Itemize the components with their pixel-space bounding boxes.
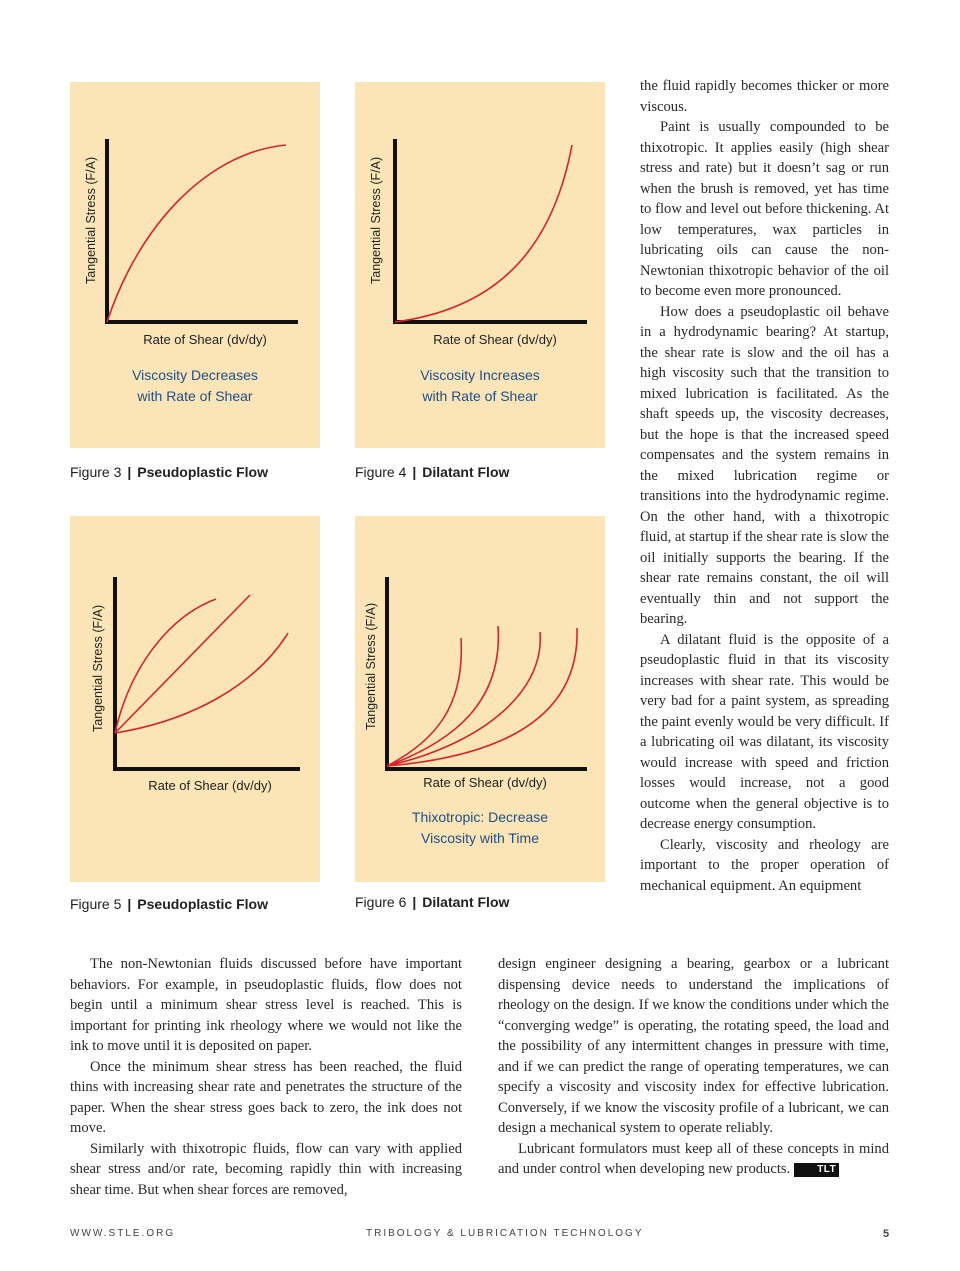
footer-website: WWW.STLE.ORG [70,1228,176,1239]
x-axis-label: Rate of Shear (dv/dy) [148,778,272,793]
caption-number: Figure 6 [355,894,407,910]
pseudoplastic-curve [107,145,286,322]
figure-6-panel [355,516,605,882]
figure-5-plot [70,516,320,882]
paragraph: Lubricant formulators must keep all of these concepts in mind and under control when developing new products. [498,1140,889,1177]
figure-5-panel [70,516,320,882]
y-axis-label: Tangential Stress (F/A) [84,156,98,284]
caption-title: Pseudoplastic Flow [137,464,268,480]
paragraph-with-end-mark [498,1139,889,1180]
paragraph: A dilatant fluid is the opposite of a pseudoplastic fluid in that its viscosity increases with shear rate. This would be very bad for a paint system, as spreading the paint evenly would be very difficult. If a lubricating oil was dilatant, its viscosity would increase with speed and friction losses would increase, not a good outcome when the general objective is to decrease energy consumption. [640,631,889,832]
paragraph: Clearly, viscosity and rheology are important to the proper operation of mechanical equipment. An equipment [640,836,889,894]
y-axis-label: Tangential Stress (F/A) [364,602,378,730]
right-column-text [640,76,889,896]
x-axis-label: Rate of Shear (dv/dy) [423,775,547,790]
dilatant-curve [395,145,572,322]
paragraph: the fluid rapidly becomes thicker or more viscous. [640,78,889,115]
thixotropic-curve-1 [387,638,461,766]
tlt-end-mark: TLT [794,1163,839,1177]
paragraph: How does a pseudoplastic oil behave in a hydrodynamic bearing? At startup, the shear rate is slow and the oil has a high viscosity such that the transition to mixed lubrication is facilitated. As the shaft speeds up, the viscosity decreases, but the hope is that the increased speed compensates and the system remains in the mixed lubrication regime or transitions into the hydrodynamic regime. On the other hand, with a thixotropic fluid, at startup if the shear rate is slow the oil initially supports the bearing. If the shear rate remains constant, the oil will eventually thin and not support the bearing. [640,303,889,627]
thixotropic-curve-3 [387,632,540,766]
caption-title: Dilatant Flow [422,894,510,910]
panel-title-line1: Viscosity Increases [420,367,540,383]
dilatant-curve [115,633,288,733]
figure-3-caption: Figure 3 | Pseudoplastic Flow [70,464,268,480]
left-bottom-column-text [70,954,462,1200]
caption-number: Figure 5 [70,896,122,912]
caption-title: Dilatant Flow [422,464,510,480]
pseudoplastic-curve [115,599,216,733]
panel-title-line2: with Rate of Shear [137,388,253,404]
figure-6-caption: Figure 6 | Dilatant Flow [355,894,510,910]
newtonian-line [115,595,250,733]
x-axis-label: Rate of Shear (dv/dy) [143,332,267,347]
page-number: 5 [883,1228,890,1240]
y-axis-label: Tangential Stress (F/A) [91,604,105,732]
panel-title-line2: Viscosity with Time [421,830,539,846]
paragraph: Paint is usually compounded to be thixotropic. It applies easily (high shear stress and rate) but it doesn’t sag or run when the brush is removed, yet has time to flow and level out before thickening. At low temperatures, wax particles in lubricating oils can cause the non-Newtonian thixotropic behavior of the oil to become even more pronounced. [640,119,889,299]
x-axis-label: Rate of Shear (dv/dy) [433,332,557,347]
panel-title-line1: Viscosity Decreases [132,367,258,383]
paragraph: Once the minimum shear stress has been reached, the fluid thins with increasing shear rate and penetrates the structure of the paper. When the shear stress goes back to zero, the ink does not move. [70,1058,462,1136]
paragraph: The non-Newtonian fluids discussed before have important behaviors. For example, in pseudoplastic fluids, flow does not begin until a minimum shear stress level is reached. This is important for printing ink rheology where we would not like the ink to move until it is deposited on paper. [70,956,462,1054]
footer-publication: TRIBOLOGY & LUBRICATION TECHNOLOGY [366,1228,644,1239]
right-bottom-column-text [498,954,889,1180]
figure-5-caption: Figure 5 | Pseudoplastic Flow [70,896,268,912]
figure-3-panel [70,82,320,448]
paragraph: Similarly with thixotropic fluids, flow can vary with applied shear stress and/or rate, becoming rapidly thin with increasing shear time. But when shear forces are removed, [70,1140,462,1198]
figure-4-caption: Figure 4 | Dilatant Flow [355,464,510,480]
caption-number: Figure 4 [355,464,407,480]
caption-number: Figure 3 [70,464,122,480]
panel-title-line2: with Rate of Shear [422,388,538,404]
figure-4-panel [355,82,605,448]
paragraph: design engineer designing a bearing, gearbox or a lubricant dispensing device needs to understand the implications of rheology on the design. If we know the conditions under which the “converging wedge” is operating, the rotating speed, the load and the possibility of any intermittent changes in pressure with time, and if we can predict the range of operating temperatures, we can specify a viscosity and viscosity index for effective lubrication. Conversely, if we know the viscosity profile of a lubricant, we can design a mechanical system to operate reliably. [498,956,889,1136]
caption-title: Pseudoplastic Flow [137,896,268,912]
thixotropic-curve-2 [387,626,498,766]
y-axis-label: Tangential Stress (F/A) [369,156,383,284]
panel-title-line1: Thixotropic: Decrease [411,809,549,825]
